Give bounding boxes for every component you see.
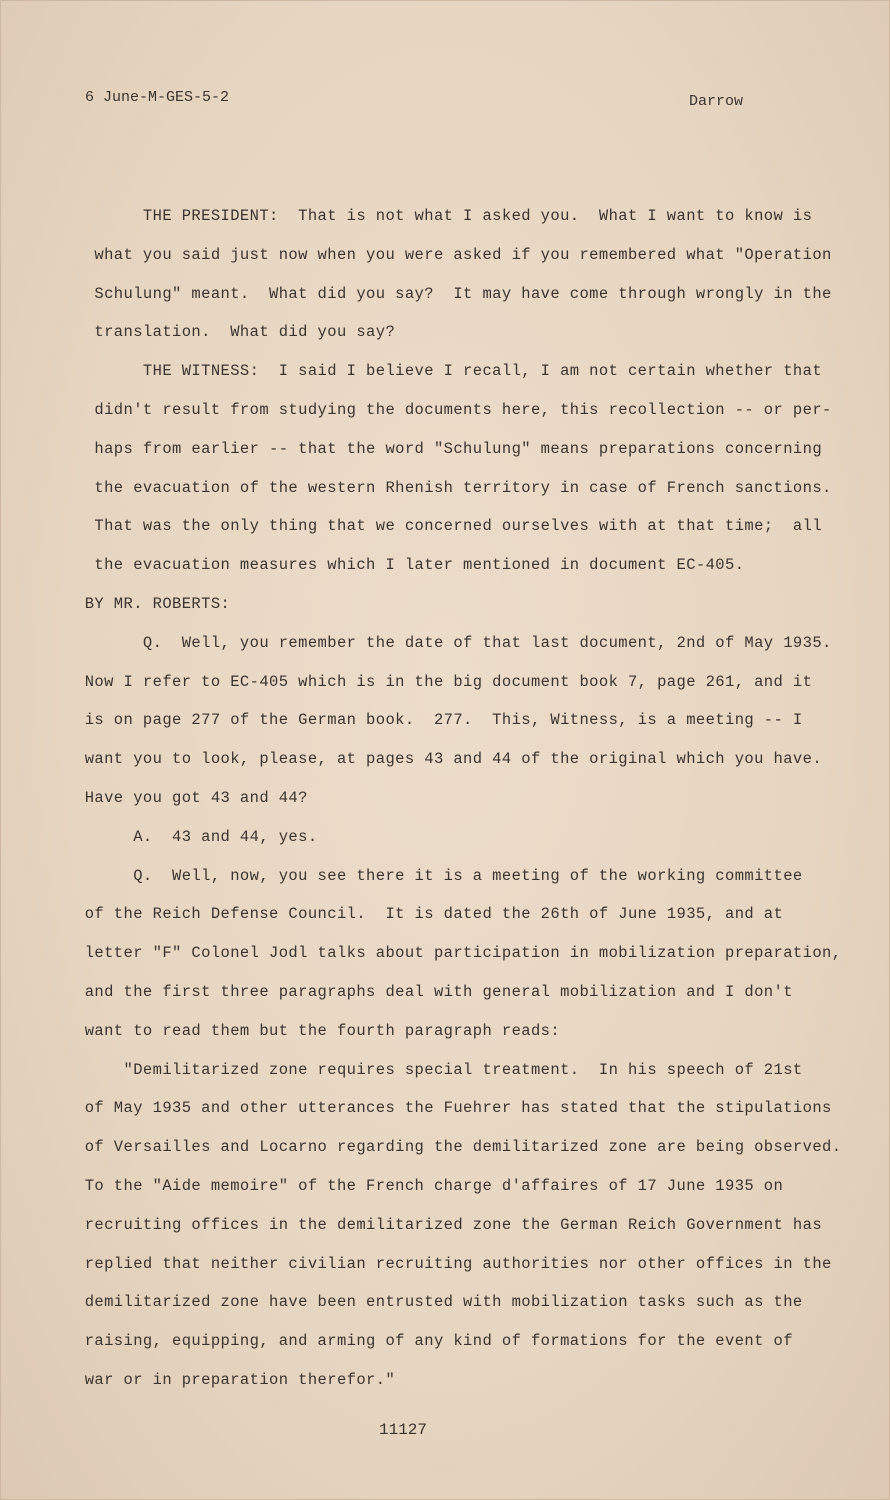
text-line: THE PRESIDENT: That is not what I asked you. What I want to know is [75,207,813,225]
text-line: raising, equipping, and arming of any kind of formations for the event of [75,1332,793,1351]
text-line: want you to look, please, at pages 43 and 44 of the original which you have. [75,750,823,769]
text-line: of May 1935 and other utterances the Fuehrer has stated that the stipulations [75,1099,832,1118]
text-line: Have you got 43 and 44? [75,788,308,807]
text-line: of the Reich Defense Council. It is dated the 26th of June 1935, and at [75,905,784,924]
text-line: the evacuation measures which I later mentioned in document EC-405. [75,556,745,575]
text-line: of Versailles and Locarno regarding the demilitarized zone are being observed. [75,1138,842,1157]
text-line: Q. Well, now, you see there it is a meeting of the working committee [75,866,803,885]
text-line: Now I refer to EC-405 which is in the big document book 7, page 261, and it [75,672,813,691]
text-line: replied that neither civilian recruiting authorities nor other offices in the [75,1254,832,1273]
text-line: what you said just now when you were asked if you remembered what "Operation [75,245,832,264]
text-line: haps from earlier -- that the word "Schulung" means preparations concerning [75,439,823,458]
text-line: didn't result from studying the documents here, this recollection -- or per- [75,400,832,419]
text-line: demilitarized zone have been entrusted with mobilization tasks such as the [75,1293,803,1312]
speaker-name: Darrow [689,93,744,110]
text-line: is on page 277 of the German book. 277. This, Witness, is a meeting -- I [75,711,803,730]
text-line: "Demilitarized zone requires special treatment. In his speech of 21st [75,1060,803,1079]
transcript-body [75,197,842,1400]
text-line: That was the only thing that we concerned ourselves with at that time; all [75,517,823,536]
text-line: want to read them but the fourth paragraph reads: [75,1021,561,1040]
document-code: 6 June-M-GES-5-2 [85,89,230,106]
text-line: the evacuation of the western Rhenish territory in case of French sanctions. [75,478,832,497]
text-line: Schulung" meant. What did you say? It may have come through wrongly in the [75,284,832,303]
page-number: 11127 [379,1421,428,1439]
text-line: THE WITNESS: I said I believe I recall, I am not certain whether that [75,362,823,381]
text-line: Q. Well, you remember the date of that last document, 2nd of May 1935. [75,633,832,652]
text-line: recruiting offices in the demilitarized zone the German Reich Government has [75,1215,823,1234]
text-line: A. 43 and 44, yes. [75,827,318,846]
text-line: and the first three paragraphs deal with general mobilization and I don't [75,982,793,1001]
text-line: letter "F" Colonel Jodl talks about participation in mobilization preparation, [75,944,842,963]
text-line: To the "Aide memoire" of the French charge d'affaires of 17 June 1935 on [75,1176,784,1195]
text-line: BY MR. ROBERTS: [75,594,231,613]
text-line: war or in preparation therefor." [75,1370,396,1389]
text-line: translation. What did you say? [75,323,396,342]
